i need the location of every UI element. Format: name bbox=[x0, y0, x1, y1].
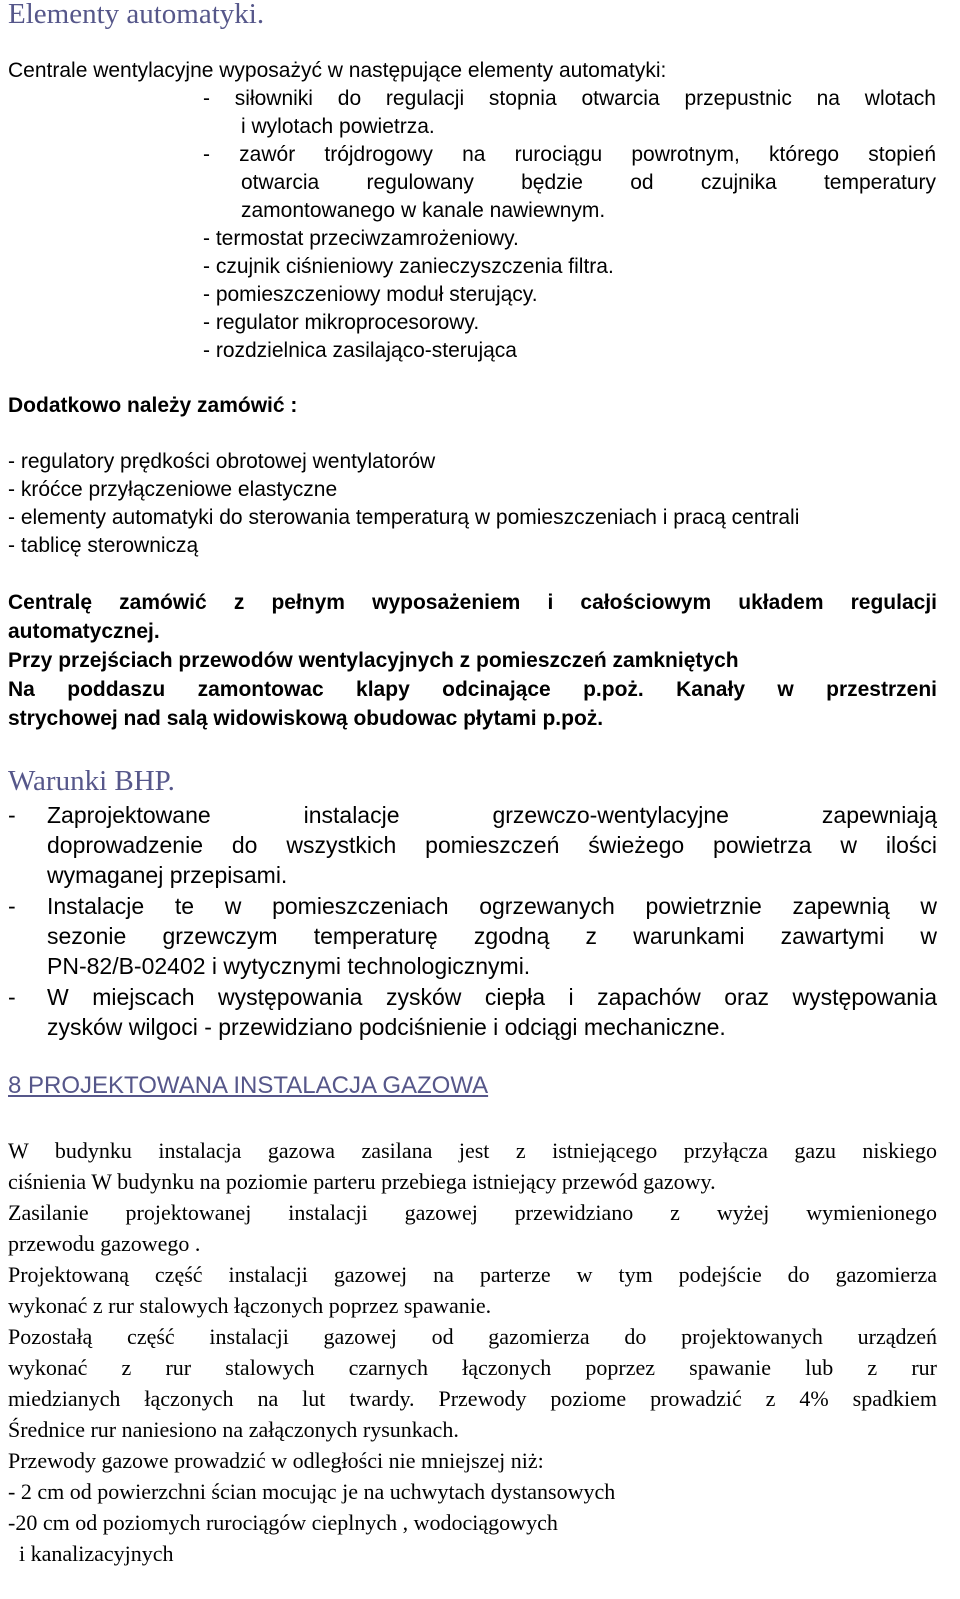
automation-item: - pomieszczeniowy moduł sterujący. bbox=[203, 283, 538, 306]
automation-item: - zawór trójdrogowy na rurociągu powrotnym, którego stopień bbox=[203, 143, 936, 166]
gas-text-line: - 2 cm od powierzchni ścian mocując je na uchwytach dystansowych bbox=[8, 1479, 616, 1504]
gas-text-line: Średnice rur naniesiono na załączonych rysunkach. bbox=[8, 1417, 459, 1442]
automation-intro: Centrale wentylacyjne wyposażyć w następujące elementy automatyki: bbox=[8, 59, 667, 82]
bold-note-line: strychowej nad salą widowiskową obudowac płytami p.poż. bbox=[8, 707, 604, 730]
bhp-item-dash: - bbox=[8, 893, 16, 919]
automation-item: - rozdzielnica zasilająco-sterująca bbox=[203, 339, 517, 362]
bold-note-line: Centralę zamówić z pełnym wyposażeniem i całościowym układem regulacji bbox=[8, 591, 937, 614]
bold-note-line: automatycznej. bbox=[8, 620, 160, 643]
section-title-bhp: Warunki BHP. bbox=[8, 765, 175, 797]
automation-item: - czujnik ciśnieniowy zanieczyszczenia filtra. bbox=[203, 255, 614, 278]
bold-note-line: Na poddaszu zamontowac klapy odcinające p.poż. Kanały w przestrzeni bbox=[8, 678, 937, 701]
bhp-item-dash: - bbox=[8, 802, 16, 828]
automation-item: - siłowniki do regulacji stopnia otwarcia przepustnic na wlotach bbox=[203, 87, 936, 110]
additional-item: - regulatory prędkości obrotowej wentylatorów bbox=[8, 450, 436, 473]
bold-note-line: Przy przejściach przewodów wentylacyjnych z pomieszczeń zamkniętych bbox=[8, 649, 739, 672]
gas-text-line: i kanalizacyjnych bbox=[8, 1541, 174, 1566]
gas-text-line: przewodu gazowego . bbox=[8, 1231, 201, 1256]
section-title-gas-installation: 8 PROJEKTOWANA INSTALACJA GAZOWA bbox=[8, 1072, 489, 1099]
additional-item: - elementy automatyki do sterowania temperaturą w pomieszczeniach i pracą centrali bbox=[8, 506, 800, 529]
additional-order-heading: Dodatkowo należy zamówić : bbox=[8, 394, 298, 417]
automation-item: i wylotach powietrza. bbox=[241, 115, 435, 138]
automation-item: - regulator mikroprocesorowy. bbox=[203, 311, 480, 334]
bhp-item-line: sezonie grzewczym temperaturę zgodną z warunkami zawartymi w bbox=[47, 923, 937, 949]
bhp-item-line: Zaprojektowane instalacje grzewczo-wentylacyjne zapewniają bbox=[47, 802, 937, 828]
gas-text-line: Projektowaną część instalacji gazowej na parterze w tym podejście do gazomierza bbox=[8, 1262, 937, 1287]
additional-item: - króćce przyłączeniowe elastyczne bbox=[8, 478, 338, 501]
additional-item: - tablicę sterowniczą bbox=[8, 534, 199, 557]
automation-item: zamontowanego w kanale nawiewnym. bbox=[241, 199, 606, 222]
gas-text-line: wykonać z rur stalowych łączonych poprzez spawanie. bbox=[8, 1293, 492, 1318]
gas-text-line: Pozostałą część instalacji gazowej od gazomierza do projektowanych urządzeń bbox=[8, 1324, 937, 1349]
bhp-item-line: Instalacje te w pomieszczeniach ogrzewanych powietrznie zapewnią w bbox=[47, 893, 937, 919]
bhp-item-line: doprowadzenie do wszystkich pomieszczeń świeżego powietrza w ilości bbox=[47, 832, 937, 858]
bhp-item-line: zysków wilgoci - przewidziano podciśnienie i odciągi mechaniczne. bbox=[47, 1014, 726, 1040]
bhp-item-line: PN-82/B-02402 i wytycznymi technologicznymi. bbox=[47, 953, 531, 979]
section-title-automation: Elementy automatyki. bbox=[8, 0, 265, 30]
bhp-item-dash: - bbox=[8, 984, 16, 1010]
gas-text-line: W budynku instalacja gazowa zasilana jest z istniejącego przyłącza gazu niskiego bbox=[8, 1138, 937, 1163]
gas-text-line: Przewody gazowe prowadzić w odległości nie mniejszej niż: bbox=[8, 1448, 544, 1473]
bhp-item-line: W miejscach występowania zysków ciepła i zapachów oraz występowania bbox=[47, 984, 937, 1010]
gas-text-line: wykonać z rur stalowych czarnych łączonych poprzez spawanie lub z rur bbox=[8, 1355, 937, 1380]
automation-item: - termostat przeciwzamrożeniowy. bbox=[203, 227, 519, 250]
bhp-item-line: wymaganej przepisami. bbox=[47, 862, 288, 888]
automation-item: otwarcia regulowany będzie od czujnika temperatury bbox=[241, 171, 936, 194]
gas-text-line: Zasilanie projektowanej instalacji gazowej przewidziano z wyżej wymienionego bbox=[8, 1200, 937, 1225]
gas-text-line: ciśnienia W budynku na poziomie parteru przebiega istniejący przewód gazowy. bbox=[8, 1169, 716, 1194]
gas-text-line: miedzianych łączonych na lut twardy. Przewody poziome prowadzić z 4% spadkiem bbox=[8, 1386, 937, 1411]
gas-text-line: -20 cm od poziomych rurociągów cieplnych , wodociągowych bbox=[8, 1510, 558, 1535]
